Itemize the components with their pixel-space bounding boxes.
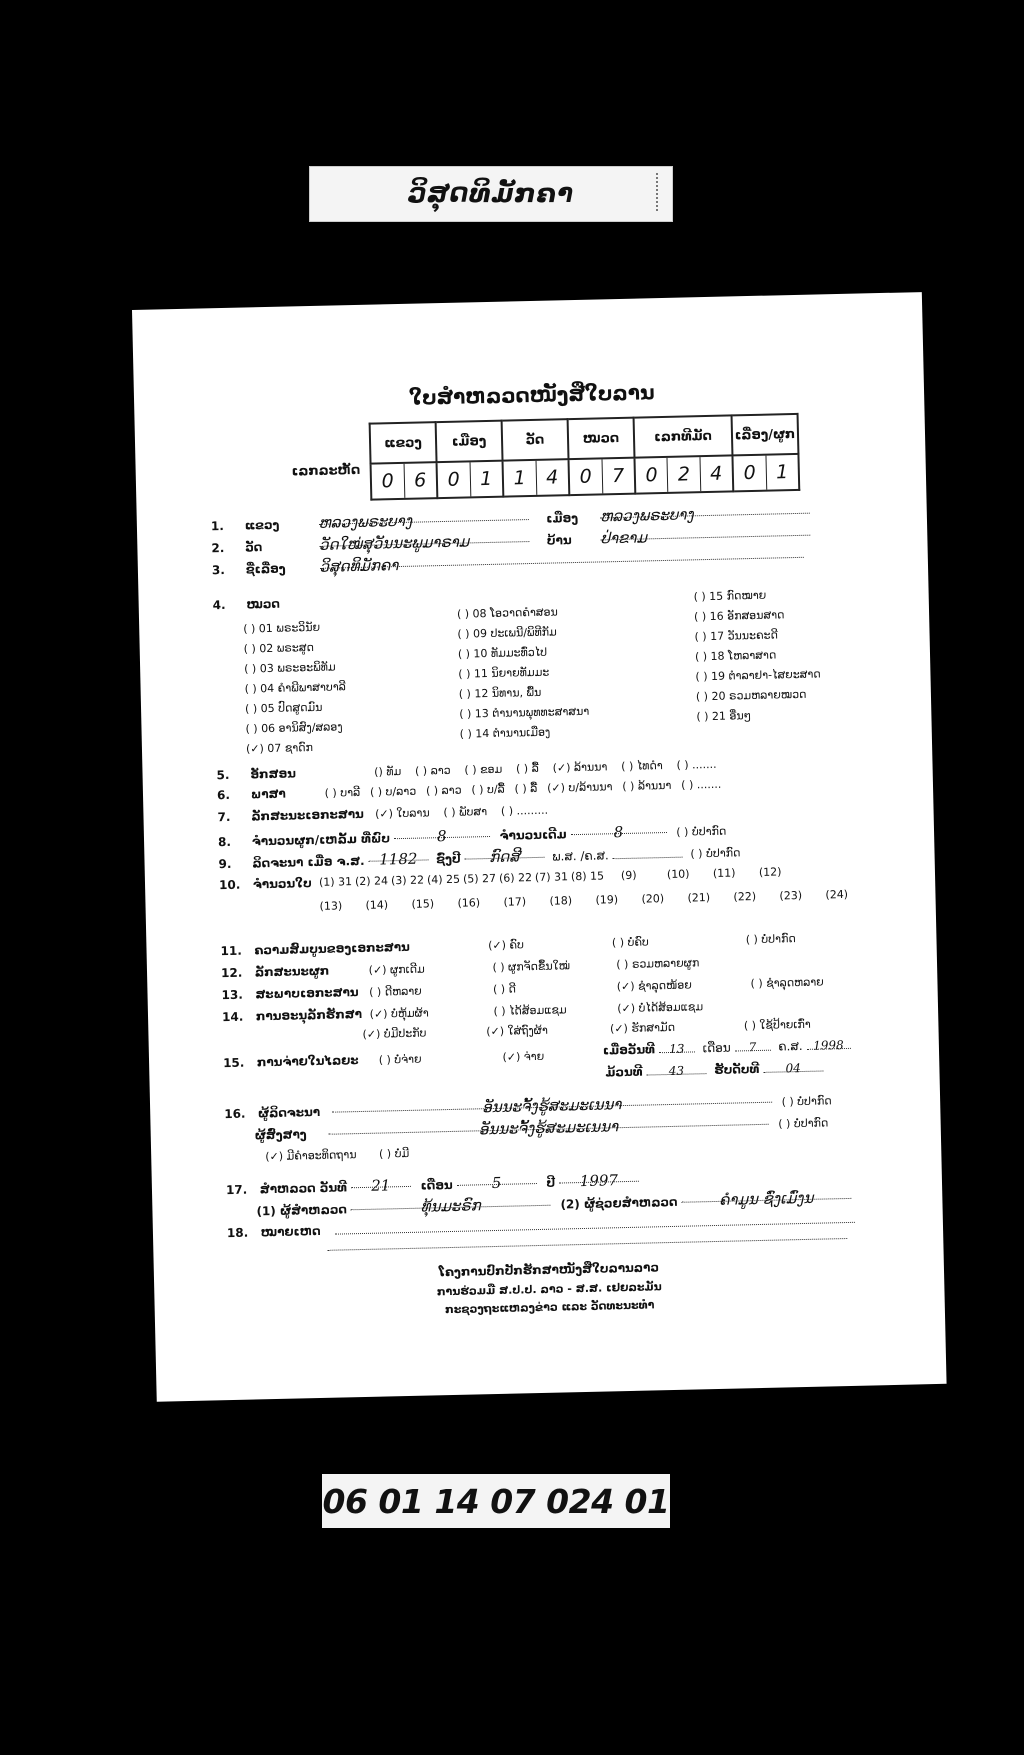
field-label: ໝາຍເຫດ: [260, 1223, 321, 1240]
field-number: 16.: [224, 1106, 246, 1122]
not-shown-option[interactable]: ( ) ບໍ່ປາກົດ: [781, 1094, 832, 1109]
field-label: ການອະນຸລັກຮັກສາ: [255, 1006, 363, 1024]
field-label: ແຂວງ: [244, 517, 280, 533]
bundle-type-option[interactable]: ( ) ຣວມຫລາຍຜູກ: [616, 956, 700, 972]
field-label: ລັກສະນະເອກະສານ: [251, 806, 365, 824]
field-label: ປີ: [546, 1175, 556, 1190]
field-label: ອັກສອນ: [250, 766, 297, 782]
field-label: ເມືອງ: [546, 510, 579, 526]
leaf-count-cell: (21): [687, 891, 711, 905]
field-label: (1) ຜູ້ສຳຫລວດ: [256, 1202, 348, 1219]
script-option[interactable]: (​) ທັມ: [374, 765, 402, 779]
field-label: ເມື່ອວັນທີ: [602, 1042, 656, 1058]
field-number: 9.: [218, 856, 232, 872]
field-value: 1997: [559, 1171, 639, 1184]
field-blank: [612, 847, 682, 860]
preservation-option[interactable]: (✓) ບໍ່ໄດ້ສ້ອມແຊມ: [617, 1000, 704, 1016]
field-label: ລິດຈະນາ ເມື່ອ ຈ.ສ.: [252, 853, 365, 871]
condition-option[interactable]: ( ) ດີຫລາຍ: [369, 984, 422, 999]
dedication-options: [265, 1146, 409, 1163]
code-header-cell: ເລື່ອງ/ຜູກ: [732, 414, 799, 455]
code-cell: [732, 454, 799, 491]
code-header-cell: ວັດ: [502, 419, 569, 460]
code-cell: [437, 461, 504, 498]
condition-option[interactable]: ( ) ດີ: [492, 982, 517, 996]
leaf-count-cell: (9): [620, 868, 637, 883]
field-number: 18.: [226, 1225, 249, 1241]
code-digit: 4: [545, 466, 559, 489]
language-option[interactable]: ( ) ລາວ: [425, 783, 462, 798]
code-header-cell: ໝວດ: [568, 418, 635, 459]
field-issued: [223, 1049, 544, 1070]
code-header-cell: ເລກທີມັດ: [634, 415, 733, 457]
language-option[interactable]: (✓) ບ/ລ້ານນາ: [546, 780, 613, 795]
microfilm-info: [605, 1061, 823, 1080]
code-digit: 0: [372, 464, 405, 499]
category-option[interactable]: ( ) 10 ທັມມະທົ່ວໄປ: [457, 645, 548, 661]
field-number: 7.: [217, 809, 231, 825]
field-number: 8.: [217, 834, 232, 850]
field-value: ກົດສີ: [464, 847, 544, 860]
field-number: 1.: [210, 518, 225, 534]
language-option[interactable]: ( ) ບ/ລື້: [471, 782, 505, 797]
category-option[interactable]: ( ) 12 ນິທານ, ພື້ນ: [458, 685, 542, 701]
field-material: [217, 802, 558, 824]
leaf-count-cell: (2) 24: [354, 874, 389, 889]
leaf-count-row-1: [319, 865, 799, 889]
field-value: 8: [570, 822, 666, 835]
field-number: 15.: [222, 1055, 245, 1071]
field-leaf-count: [219, 876, 319, 892]
dedication-option[interactable]: (✓) ມີຄຳອະທິດຖານ: [265, 1148, 357, 1164]
leaf-count-cell: (19): [595, 893, 619, 907]
code-digit: 0: [570, 459, 603, 494]
condition-option[interactable]: (✓) ຊຳລຸດໜ້ອຍ: [616, 978, 693, 994]
field-category: [213, 597, 281, 613]
preservation-option[interactable]: (✓) ໃສ່ຖົງຜ້າ: [486, 1023, 549, 1039]
field-value: ວິສຸດທິມັກຄາ: [319, 547, 803, 569]
leaf-count-cell: (14): [365, 898, 389, 912]
category-option[interactable]: ( ) 13 ຕຳນານພຸທທະສາສນາ: [459, 704, 590, 721]
category-option[interactable]: ( ) 04 ຄຳພີພາສາບາລີ: [244, 680, 346, 696]
field-number: 6.: [216, 787, 231, 803]
language-option[interactable]: ( ) .......: [681, 777, 722, 792]
field-value: ຄຳມູນ ຊົ່ງເມົ່ງນ: [681, 1188, 851, 1203]
field-label: ຜູ້ສົ່ງສາງ: [254, 1127, 307, 1143]
field-label: ການຈ່າຍໃນໄລຍະ: [256, 1053, 359, 1070]
field-number: 17.: [225, 1182, 248, 1198]
leaf-count-cell: (16): [457, 896, 481, 910]
field-value: ອັນນະຈັ້ງຮູ້ສະມະເນນາ: [328, 1114, 768, 1135]
script-option[interactable]: ( ) ລາວ: [414, 763, 451, 778]
field-value: ຫລວງພຣະບາງ: [318, 509, 528, 525]
leaf-count-cell: (15): [411, 897, 435, 911]
script-option[interactable]: (✓) ລ້ານນາ: [552, 760, 608, 775]
field-label: ວັດ: [245, 540, 263, 555]
field-value: ວັດໃໝ່ສຸວັນນະພູມາຣາມ: [319, 531, 529, 547]
field-number: 4.: [212, 597, 226, 613]
preservation-option[interactable]: (✓) ຮັກສາມັດ: [609, 1020, 676, 1036]
leaf-count-cell: (10): [666, 867, 690, 882]
leaf-count-cell: (7) 31: [534, 870, 569, 885]
category-option[interactable]: ( ) 09 ປະເພນີ/ພິທີກັມ: [457, 625, 557, 641]
field-value: ອັນນະຈັ້ງຮູ້ສະມະເນນາ: [332, 1092, 772, 1113]
field-value: 1998: [806, 1038, 850, 1050]
category-option[interactable]: ( ) 05 ປົດສູດມົນ: [244, 700, 323, 716]
category-option[interactable]: ( ) 21 ອື່ນໆ: [696, 709, 752, 724]
preservation-row-2: [362, 1017, 811, 1041]
issued-option[interactable]: ( ) ບໍ່ຈ່າຍ: [378, 1052, 422, 1067]
field-number: 3.: [211, 562, 226, 578]
category-option[interactable]: ( ) 11 ນິຍາຍທັມມະ: [458, 665, 550, 681]
code-cell: [371, 462, 438, 499]
category-option[interactable]: ( ) 14 ຕຳນານເມືອງ: [459, 725, 551, 741]
field-label: ເດືອນ: [420, 1177, 453, 1193]
survey-form-sheet: [132, 292, 947, 1402]
leaf-count-row-2: [319, 888, 865, 913]
field-number: 13.: [221, 987, 243, 1003]
category-option[interactable]: ( ) 01 ພຣະວິນັຍ: [243, 620, 321, 636]
code-digit: 1: [775, 461, 789, 484]
field-value: 5: [456, 1173, 536, 1186]
top-title-label: [309, 166, 673, 222]
category-option[interactable]: ( ) 20 ຣວມຫລາຍໝວດ: [695, 687, 807, 704]
field-label: ຊື່ເລື່ອງ: [245, 561, 286, 577]
code-digit: 0: [438, 462, 471, 497]
field-label: ຮັບດັບທີ: [714, 1061, 760, 1077]
not-shown-option[interactable]: ( ) ບໍ່ປາກົດ: [676, 824, 727, 839]
category-option[interactable]: ( ) 03 ພຣະອະພິທັມ: [244, 660, 336, 676]
completeness-option[interactable]: ( ) ບໍ່ປາກົດ: [745, 932, 796, 947]
bundle-type-option[interactable]: ( ) ຜູກຈັດຂຶ້ນໃໝ່: [492, 959, 571, 974]
leaf-count-cell: (8) 15: [570, 869, 605, 884]
code-table: [369, 413, 801, 501]
field-label: ຈຳນວນເດີມ: [499, 827, 567, 843]
code-digit: 0: [636, 458, 669, 493]
code-digit: 6: [413, 469, 427, 492]
code-header-cell: ແຂວງ: [370, 422, 437, 463]
code-cell: [568, 458, 635, 495]
field-value: 43: [646, 1063, 706, 1075]
language-option[interactable]: ( ) ລ້ານນາ: [622, 778, 672, 793]
category-option[interactable]: ( ) 18 ໂຫລາສາດ: [694, 648, 777, 664]
leaf-count-cell: (23): [779, 888, 803, 903]
script-option[interactable]: ( ) ໄທດຳ: [621, 759, 663, 774]
field-value: ປ່າຂາມ: [600, 525, 810, 541]
preservation-option[interactable]: (✓) ບໍ່ມີປະກັບ: [362, 1026, 427, 1041]
preservation-option[interactable]: (✓) ບໍ່ຫຸ້ມຜ້າ: [369, 1006, 429, 1021]
field-label: ລັກສະນະຜູກ: [254, 963, 330, 980]
field-value: 1182: [368, 849, 428, 861]
field-value: 13: [659, 1041, 695, 1053]
leaf-count-cell: (1) 31: [318, 875, 353, 889]
leaf-count-cell: (24): [825, 887, 849, 902]
category-option[interactable]: ( ) 16 ອັກສອນສາດ: [693, 608, 785, 624]
category-option[interactable]: ( ) 08 ໂອວາດຄຳສອນ: [456, 605, 558, 621]
field-label: ຄ.ສ.: [778, 1038, 803, 1054]
leaf-count-cell: (3) 22: [390, 873, 425, 888]
language-option[interactable]: ( ) ບາລີ: [324, 785, 361, 800]
field-label: ເດືອນ: [702, 1040, 731, 1056]
footer-ministry: ກະຊວງຖະແຫລງຂ່າວ ແລະ ວັດທະນະທຳ: [444, 1298, 655, 1317]
category-column-2: [457, 602, 590, 745]
code-digit: 7: [611, 464, 625, 488]
category-option[interactable]: (✓) 07 ຊາດົກ: [245, 741, 314, 756]
material-option[interactable]: (✓) ໃບລານ: [375, 806, 430, 821]
field-label: ໝວດ: [246, 596, 281, 612]
preservation-date: [603, 1038, 851, 1058]
code-cell: [503, 459, 570, 496]
field-completeness: [220, 931, 795, 958]
issued-option[interactable]: (✓) ຈ່າຍ: [502, 1049, 545, 1064]
language-option[interactable]: ( ) ລື້: [514, 781, 538, 796]
completeness-option[interactable]: ( ) ບໍ່ຄົບ: [611, 935, 650, 950]
code-digit: 1: [504, 461, 537, 496]
field-value: 04: [763, 1061, 823, 1073]
code-digit: 4: [709, 462, 723, 485]
field-label: ຄວາມສົມບູນຂອງເອກະສານ: [254, 939, 410, 958]
field-bundle-type: [221, 955, 699, 980]
not-shown-option[interactable]: ( ) ບໍ່ປາກົດ: [778, 1116, 829, 1131]
field-value: ຫລວງພຣະບາງ: [600, 503, 810, 519]
field-number: 10.: [218, 877, 241, 893]
category-option[interactable]: ( ) 02 ພຣະສູດ: [243, 640, 315, 656]
leaf-count-cell: (13): [319, 899, 343, 913]
leaf-count-cell: (18): [549, 894, 573, 908]
field-label: ພ.ສ. /ຄ.ສ.: [552, 848, 609, 864]
field-number: 11.: [220, 943, 242, 959]
field-label: ບ້ານ: [546, 533, 572, 548]
not-shown-option[interactable]: ( ) ບໍ່ປາກົດ: [690, 846, 741, 861]
category-column-3: [693, 584, 821, 727]
field-label: ຊົ່ງປີ: [436, 851, 461, 867]
field-value: 7: [734, 1040, 770, 1052]
field-number: 12.: [220, 965, 243, 981]
script-option[interactable]: ( ) ລື້: [515, 761, 539, 776]
code-header-cell: ເມືອງ: [436, 421, 503, 462]
leaf-count-cell: (22): [733, 889, 757, 904]
leaf-count-cell: (11): [712, 866, 736, 880]
code-digit: 2: [668, 457, 701, 492]
category-option[interactable]: ( ) 15 ກົດໝາຍ: [693, 588, 767, 604]
leaf-count-cell: (17): [503, 895, 527, 909]
field-value: 8: [394, 826, 490, 839]
field-number: 2.: [211, 540, 225, 556]
leaf-count-cell: (4) 25: [426, 872, 461, 887]
preservation-option[interactable]: ( ) ໄດ້ສ້ອມແຊມ: [493, 1003, 567, 1018]
leaf-count-cell: (6) 22: [498, 871, 533, 885]
leaf-count-cell: (12): [758, 865, 782, 879]
material-option[interactable]: ( ) ພັບສາ: [443, 805, 488, 820]
field-value: 21: [351, 1176, 411, 1188]
field-condition: [221, 974, 823, 1002]
footer-project: ໂຄງການປົກປັກຮັກສາໜັງສືໃບລານລາວ: [438, 1260, 660, 1280]
field-number: 5.: [216, 767, 230, 783]
field-label: ມ້ວນທີ: [605, 1064, 643, 1080]
field-label: ຈຳນວນຜູກ/ເຫລັ້ມ ທີ່ພົບ: [251, 831, 391, 849]
category-option[interactable]: ( ) 17 ວັນນະຄະດີ: [694, 628, 779, 644]
bundle-type-option[interactable]: (✓) ຜູກເດີມ: [368, 962, 425, 977]
field-value: ທຸ້ນມະຣົກ: [350, 1195, 550, 1211]
leaf-count-cell: (5) 27: [462, 871, 497, 886]
top-title-text: ວິສຸດທິມັກຄາ: [408, 179, 574, 209]
field-number: 14.: [221, 1009, 244, 1025]
preservation-option[interactable]: ( ) ໃຊ້ປ້າຍເກົ່າ: [743, 1017, 811, 1033]
material-option[interactable]: ( ) .........: [500, 803, 549, 818]
field-label: ສະພາບເອກະສານ: [255, 985, 359, 1002]
field-label: ຈຳນວນໃບ: [252, 876, 312, 892]
completeness-option[interactable]: (✓) ຄົບ: [488, 938, 525, 953]
code-digit: 1: [479, 467, 493, 491]
category-column-1: [243, 617, 347, 759]
script-option[interactable]: ( ) ຂອມ: [464, 762, 503, 777]
bottom-code-text: 06 01 14 07 024 01: [322, 1481, 670, 1521]
bottom-code-label: [322, 1474, 670, 1528]
footer-cooperation: ການຮ່ວມມື ສ.ປ.ປ. ລາວ - ສ.ສ. ເຢຍລະມັນ: [436, 1280, 662, 1299]
field-label: ສຳຫລວດ ວັນທີ: [259, 1180, 348, 1197]
code-cell: [634, 455, 733, 493]
category-option[interactable]: ( ) 19 ຕຳລາຢາ-ໄສຍະສາດ: [695, 667, 821, 684]
form-title: ໃບສຳຫລວດໜັງສືໃບລານ: [408, 380, 655, 410]
code-label: ເລກລະຫັດ: [291, 462, 361, 480]
dedication-option[interactable]: ( ) ບໍ່ມີ: [378, 1146, 410, 1161]
category-option[interactable]: ( ) 06 ອານິສົງ/ສລອງ: [245, 720, 343, 736]
field-label: (2) ຜູ້ຊ່ວຍສຳຫລວດ: [560, 1194, 678, 1212]
field-label: ຜູ້ລິດຈະນາ: [257, 1104, 321, 1121]
label-edge-mark: [656, 173, 666, 211]
language-option[interactable]: ( ) ບ/ລາວ: [369, 784, 417, 799]
leaf-count-cell: (20): [641, 892, 665, 906]
field-label: ພາສາ: [250, 786, 286, 802]
script-option[interactable]: ( ) .......: [676, 757, 717, 772]
code-digit: 0: [733, 456, 766, 491]
condition-option[interactable]: ( ) ຊຳລຸດຫລາຍ: [750, 975, 824, 991]
